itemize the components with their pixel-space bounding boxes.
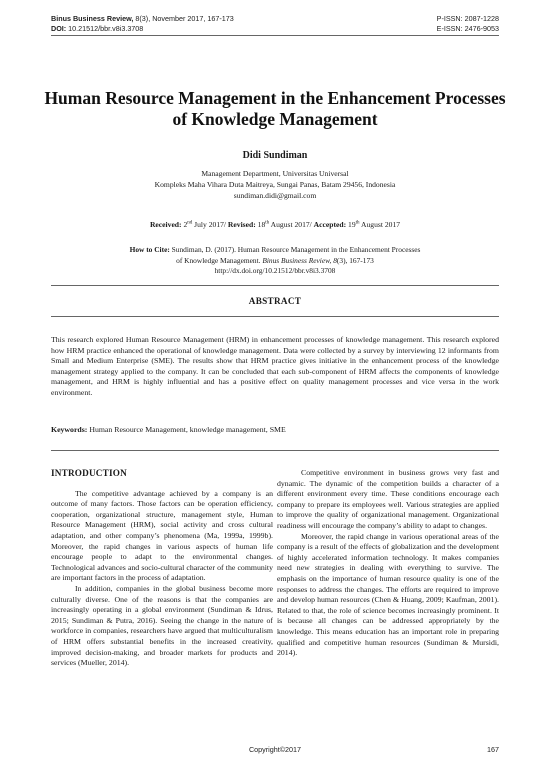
journal-citation: Binus Business Review, 8(3), November 2017, 167-173 bbox=[51, 14, 234, 23]
author-email[interactable]: sundiman.didi@gmail.com bbox=[233, 191, 317, 200]
keywords: Keywords: Human Resource Management, knowledge management, SME bbox=[51, 425, 286, 434]
intro-paragraph: In addition, companies in the global business become more culturally diverse. One of the reasons is that the companies are increasingly operating in a global environment (Sundiman & Idrus, 2015; Sundiman & Putra, 2016). Seeing the change in the nature of workforce in companies, researchers have argued that multiculturalism of HRM offers substantial benefits in the increased creativity, improved decision-making, and broader markets for products and services (Mueller, 2014). bbox=[51, 583, 273, 668]
e-issn: E-ISSN: 2476-9053 bbox=[436, 24, 499, 33]
abstract-heading-divider bbox=[51, 316, 499, 317]
cite-doi-link[interactable]: http://dx.doi.org/10.21512/bbr.v8i3.3708 bbox=[214, 266, 336, 275]
doi: DOI: 10.21512/bbr.v8i3.3708 bbox=[51, 24, 144, 33]
submission-dates: Received: 2nd July 2017/ Revised: 18th August 2017/ Accepted: 19th August 2017 bbox=[149, 220, 401, 229]
intro-paragraph: The competitive advantage achieved by a company is an outcome of many factors. Those factors can be operation efficiency, cooperation, organizational structure, management style, Human Resource Management (HRM), social activity and cross cultural adaptation, and other company’s phenomena (Ma, 1999a, 1999b). Moreover, the rapid changes in various aspects of human life encourage people to adapt to the environmental changes. Technological advances and socio-cultural character of the community are important factors in the process of adaptation. bbox=[51, 488, 273, 583]
right-column bbox=[277, 468, 499, 659]
intro-paragraph: Moreover, the rapid change in various operational areas of the company is a result of the effects of globalization and the development of highly accelerated information technology. It makes companies need new strategies in dealing with everything to survive. The emphasis on the importance of human resource quality is one of the responses to address the changes. The efforts are required to improve and develop human resources (Chen & Huang, 2009; Kaufman, 2001). Related to that, the role of science becomes increasingly prominent. It is because all changes can be addressed appropriately by the knowledge. This means education has an important role in preparing qualified and competitive human resources (Sundiman & Mursidi, 2014). bbox=[277, 531, 499, 658]
left-column bbox=[51, 468, 273, 669]
affiliation-department: Management Department, Universitas Universal bbox=[201, 169, 349, 178]
author-name: Didi Sundiman bbox=[242, 150, 308, 161]
affiliation bbox=[0, 168, 550, 201]
p-issn: P-ISSN: 2087-1228 bbox=[436, 14, 499, 23]
page-number: 167 bbox=[487, 745, 499, 754]
abstract-text: This research explored Human Resource Management (HRM) in enhancement processes of knowledge management. This research explored how HRM practice enhanced the operational of knowledge management. Data were collected by a survey by interviewing 12 informants from Small and Medium Enterprise (SME). The results show that HRM practice gives initiative in the enhancement process of the knowledge management strategy applied to the company. It can be concluded that each sub-component of HRM affects the components of knowledge management, and HRM is highly influential and has a positive effect on quality management processes and vice versa in the work environment. bbox=[51, 335, 499, 397]
paper-title: Human Resource Management in the Enhancement Processes of Knowledge Management bbox=[44, 88, 506, 129]
body-divider bbox=[51, 450, 499, 451]
abstract-heading: ABSTRACT bbox=[248, 296, 302, 306]
header-divider bbox=[51, 35, 499, 36]
cite-line-1: How to Cite: Sundiman, D. (2017). Human Resource Management in the Enhancement Processes bbox=[129, 245, 421, 254]
affiliation-address: Kompleks Maha Vihara Duta Maitreya, Sungai Panas, Batam 29456, Indonesia bbox=[154, 180, 396, 189]
how-to-cite bbox=[0, 245, 550, 277]
introduction-heading: INTRODUCTION bbox=[51, 468, 127, 478]
intro-paragraph: Competitive environment in business grows very fast and dynamic. The dynamic of the competition builds a character of a different environment every time. These conditions encourage each company to prepare its employees well. Various strategies are applied to improve the quality of organizational management. Organizational readiness will encourage the company’s ability to adapt to changes. bbox=[277, 468, 499, 530]
abstract-top-divider bbox=[51, 285, 499, 286]
cite-line-2: of Knowledge Management. Binus Business Review, 8(3), 167-173 bbox=[176, 255, 374, 265]
copyright: Copyright©2017 bbox=[248, 745, 302, 754]
